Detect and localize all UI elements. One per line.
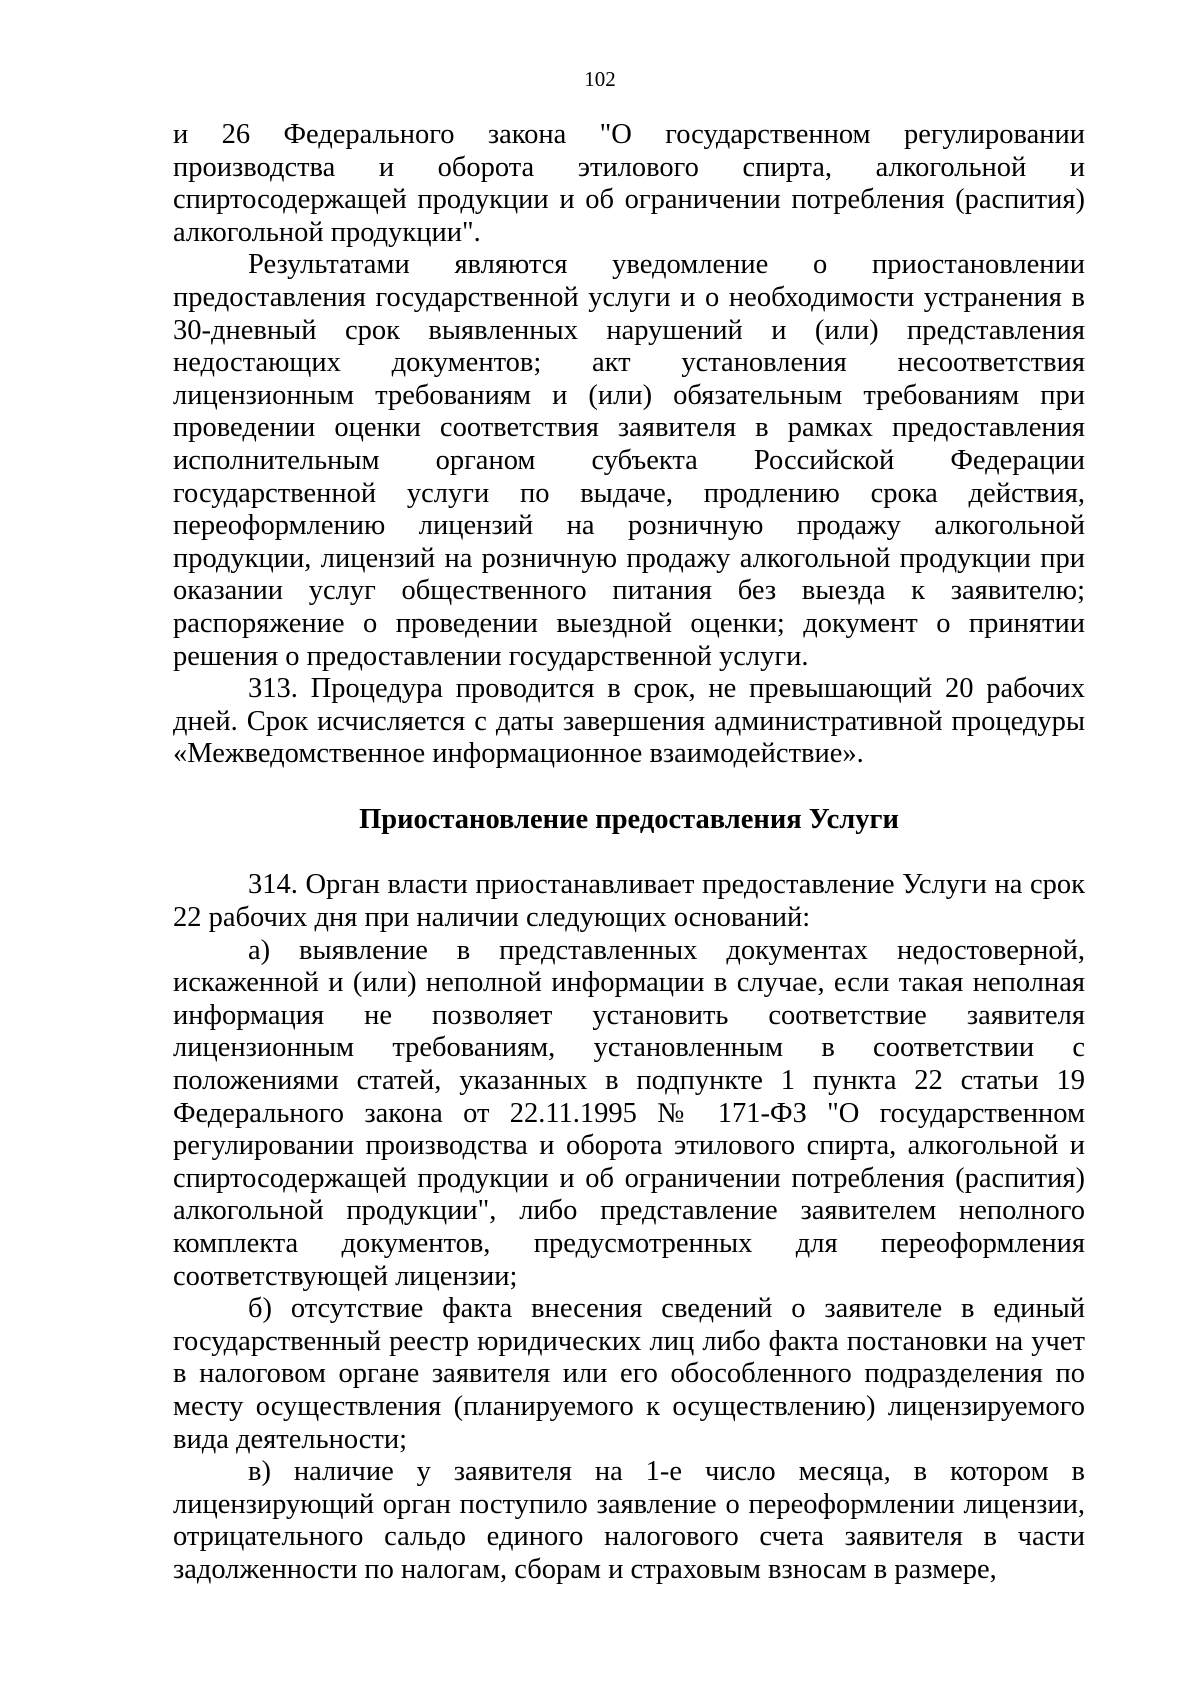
section-heading: Приостановление предоставления Услуги: [359, 803, 899, 835]
paragraph-314: 314. Орган власти приостанавливает предоставление Услуги на срок 22 рабочих дня при наличии следующих оснований:: [173, 869, 1085, 934]
list-item-a: а) выявление в представленных документах недостоверной, искаженной и (или) неполной информации в случае, если такая неполная информация не позволяет установить соответствие заявителя лицензионным требованиям, установленным в соответствии с положениями статей, указанных в подпункте 1 пункта 22 статьи 19 Федерального закона от 22.11.1995 № 171-ФЗ "О государственном регулировании производства и оборота этилового спирта, алкогольной и спиртосодержащей продукции и об ограничении потребления (распития) алкогольной продукции", либо представление заявителем неполного комплекта документов, предусмотренных для переоформления соответствующей лицензии;: [173, 934, 1085, 1292]
list-item-v: в) наличие у заявителя на 1-е число месяца, в котором в лицензирующий орган поступило заявление о переоформлении лицензии, отрицательного сальдо единого налогового счета заявителя в части задолженности по налогам, сборам и страховым взносам в размере,: [173, 1456, 1085, 1585]
paragraph-continuation: и 26 Федерального закона "О государственном регулировании производства и оборота этилового спирта, алкогольной и спиртосодержащей продукции и об ограничении потребления (распития) алкогольной продукции".: [173, 119, 1085, 248]
paragraph-313: 313. Процедура проводится в срок, не превышающий 20 рабочих дней. Срок исчисляется с даты завершения административной процедуры «Межведомственное информационное взаимодействие».: [173, 673, 1085, 770]
document-body: [173, 119, 1085, 1587]
list-item-b: б) отсутствие факта внесения сведений о заявителе в единый государственный реестр юридических лиц либо факта постановки на учет в налоговом органе заявителя или его обособленного подразделения по месту осуществления (планируемого к осуществлению) лицензируемого вида деятельности;: [173, 1293, 1085, 1455]
page-number: 102: [584, 67, 616, 91]
paragraph-results: Результатами являются уведомление о приостановлении предоставления государственной услуги и о необходимости устранения в 30-дневный срок выявленных нарушений и (или) представления недостающих документов; акт установления несоответствия лицензионным требованиям и (или) обязательным требованиям при проведении оценки соответствия заявителя в рамках предоставления исполнительным органом субъекта Российской Федерации государственной услуги по выдаче, продлению срока действия, переоформлению лицензий на розничную продажу алкогольной продукции, лицензий на розничную продажу алкогольной продукции при оказании услуг общественного питания без выезда к заявителю; распоряжение о проведении выездной оценки; документ о принятии решения о предоставлении государственной услуги.: [173, 249, 1085, 672]
